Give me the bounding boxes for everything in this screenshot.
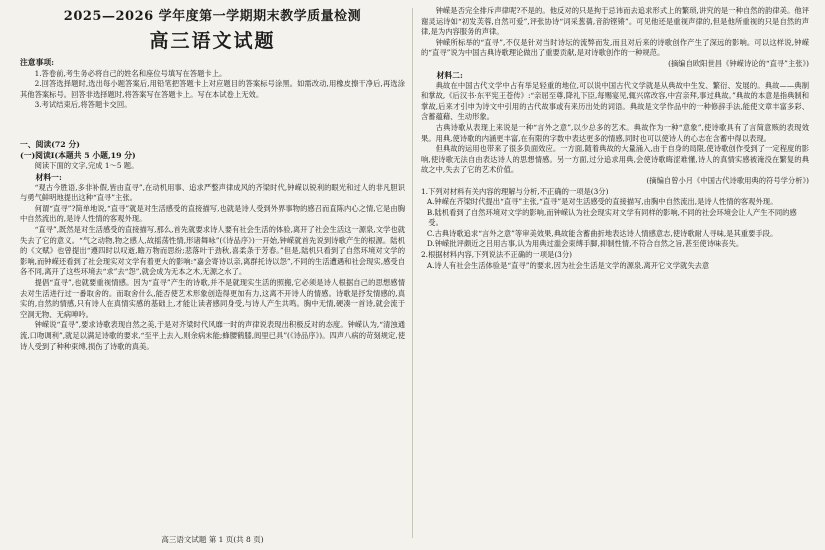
question-option: D.钟嵘批评颇近之吕用古事,认为用典过滥会束缚手脚,抑制性情,不符合自然之旨,甚至使诗味丧失。 (426, 239, 744, 249)
paragraph: 钟嵘是否完全排斥声律呢?不是的。他反对的只是拘于忌讳而去追求形式上的繁琐,讲究的是一种自然的韵律美。他评谢灵运诗如“初发芙蓉,自然可爱”,评张协诗“词采葱蒨,音韵铿锵”。可见他还是重视声律的,但是他所重视的只是自然的声律,是为内容服务的声律。 (421, 6, 809, 37)
question-1 (421, 187, 809, 251)
material-1-title: 材料一: (35, 172, 62, 182)
question-option: A.诗人有社会生活体验是“直寻”的要求,因为社会生活是文学的源泉,离开它文学就失去意 (426, 260, 710, 270)
right-column (421, 0, 809, 550)
sub-heading: (一)阅读Ⅰ(本题共 5 小题,19 分) (20, 150, 136, 160)
source-citation: (摘编自欧阳世昌《钟嵘诗论的“直寻”主张》) (668, 58, 809, 68)
question-option: B.陆机看到了自然环境对文学的影响,而钟嵘认为社会现实对文学有同样的影响,不同的社会环境会让人产生不同的感受。 (426, 207, 797, 228)
paragraph: 何谓“直寻”?简单地说,“直寻”就是对生活感受的直接描写,也就是诗人受到外界事物的感召而直陈内心之情,它是由胸中自然流出的,是诗人性情的客观外现。 (20, 203, 405, 224)
paragraph: 但典故的运用也带来了很多负面效应。一方面,随着典故的大量涌入,由于自身的局限,使诗歌创作受到了一定程度的影响,使诗歌无法自由表达诗人的思想情感。另一方面,过分追求用典,会使诗歌晦涩难懂,诗人的真情实感被淹没在繁复的典故之中,失去了它的艺术价值。 (421, 144, 809, 175)
notice-item: 2.回答选择题时,选出每小题答案后,用铅笔把答题卡上对应题目的答案标号涂黑。如需改动,用橡皮擦干净后,再选涂其他答案标号。回答非选择题时,将答案写在答题卡上。写在本试卷上无效。 (20, 79, 405, 99)
question-stem: 1.下列对材料有关内容的理解与分析,不正确的一项是(3分) (421, 186, 609, 196)
exam-title: 2025—2026 学年度第一学期期末教学质量检测 (63, 9, 362, 24)
paragraph: 提倡“直寻”,也就要重视情感。因为“直寻”产生的诗歌,并不是就现实生活的照搬,它必须是诗人根据自己的思想感情去对生活进行过一番取舍的。而取舍什么,能否使艺术形象创造得更加有力,这离不开诗人的情感。诗歌是抒发情感的,真实的,自然的情感,只有诗人在真情实感的基础上,才能让读者感同身受,与诗人产生共鸣。胸中无情,硬凑一首诗,就会流于空洞无物、无病呻吟。 (20, 277, 405, 319)
paragraph: 钟嵘说“直寻”,要求诗歌表现自然之美,于是对齐梁时代风靡一时的声律说表现出积极反对的态度。钟嵘认为,“清浊通流,口吻调利”,就足以满足诗歌的要求,“至平上去入,则余病未能;蜂腰鹤膝,闾里已具”(《诗品序》)。四声八病的苛刻规定,使诗人受到了种种束缚,损伤了诗歌的真美。 (20, 320, 405, 351)
material-2-title: 材料二: (436, 70, 463, 80)
right-content (421, 6, 809, 271)
paragraph: 古典诗歌从表现上来说是一种“言外之意”,以少总多的艺术。典故作为一种“意象”,使诗歌具有了言简意赅的表现效果。用典,使诗歌的内涵更丰富,在有限的字数中表达更多的情感,同时也可以使诗人的心志在含蓄中得以表现。 (421, 122, 809, 143)
paragraph: 典故在中国古代文学中占有举足轻重的地位,可以说中国古代文学就是从典故中生发、繁衍、发展的。典故——典制和掌故,《后汉书·东平宪王苍传》:“亲屈至尊,降礼下臣,每赐宴见,辄兴席改容,中宫亲拜,事过典故。”典故的本意是指典制和掌故,后来才引申为诗文中引用的古代故事或有来历出处的词语。典故是文学作品中的一种修辞手法,能使文章丰富多彩、含蓄蕴藉、生动形象。 (421, 80, 809, 122)
reading-section (20, 140, 405, 352)
question-option: A.钟嵘在齐梁时代提出“直寻”主张,“直寻”是对生活感受的直接描写,由胸中自然流出,是诗人性情的客观外现。 (426, 197, 778, 207)
notice-section (20, 58, 405, 111)
column-divider (412, 8, 413, 538)
paragraph: “观古今胜语,多非补假,皆由直寻”,在动机用事、追求严整声律成风的齐梁时代,钟嵘以锐利的眼光和过人的非凡胆识与勇气鲜明地提出这种“直寻”主张。 (20, 182, 405, 203)
page-footer: 高三语文试题 第 1 页(共 8 页) (161, 535, 264, 544)
notice-item: 3.考试结束后,将答题卡交回。 (34, 100, 132, 110)
left-column (20, 0, 405, 550)
source-citation: (摘编自曾小月《中国古代诗歌用典的符号学分析》) (646, 175, 809, 185)
paragraph: 钟嵘所标举的“直寻”,不仅是针对当时诗坛的流弊而发,而且对后来的诗歌创作产生了深远的影响。可以这样说,钟嵘的“直寻”说为中国古典诗歌理论做出了重要贡献,是对诗歌创作的一种规范。 (421, 37, 809, 58)
notice-heading: 注意事项: (20, 58, 55, 67)
instruction: 阅读下面的文字,完成 1～5 题。 (34, 161, 139, 170)
notice-item: 1.答卷前,考生务必将自己的姓名和座位号填写在答题卡上。 (34, 68, 227, 78)
paper-title: 高三语文试题 (149, 30, 276, 52)
part-heading: 一、阅读(72 分) (20, 140, 80, 149)
question-stem: 2.根据材料内容,下列说法不正确的一项是(3分) (421, 250, 572, 260)
question-2 (421, 250, 809, 271)
question-option: C.古典诗歌追求“言外之意”等审美效果,典故能含蓄曲折地表达诗人情感意志,使诗歌耐人寻味,是其重要手段。 (426, 228, 778, 238)
paragraph: “直寻”,既然是对生活感受的直接描写,那么,首先就要求诗人要有社会生活的体验,离开了社会生活这一源泉,文学也就失去了它的意义。“气之动物,物之感人,故摇荡性情,形诸舞咏”(《诗品序》)一开始,钟嵘就首先说到诗歌产生的根源。陆机的《文赋》也曾提出“遵四时以叹逝,瞻万物而思纷;悲落叶于劲秋,喜柔条于芳春。”但是,陆机只看到了自然环境对文学的影响,而钟嵘还看到了社会现实对文学有着更大的影响:“嘉会寄诗以亲,离群托诗以怨”,不同的生活遭遇和社会现实,感受自各不同,离开了这些环境去“求”去“怨”,就会成为无本之木,无源之水了。 (20, 224, 405, 277)
